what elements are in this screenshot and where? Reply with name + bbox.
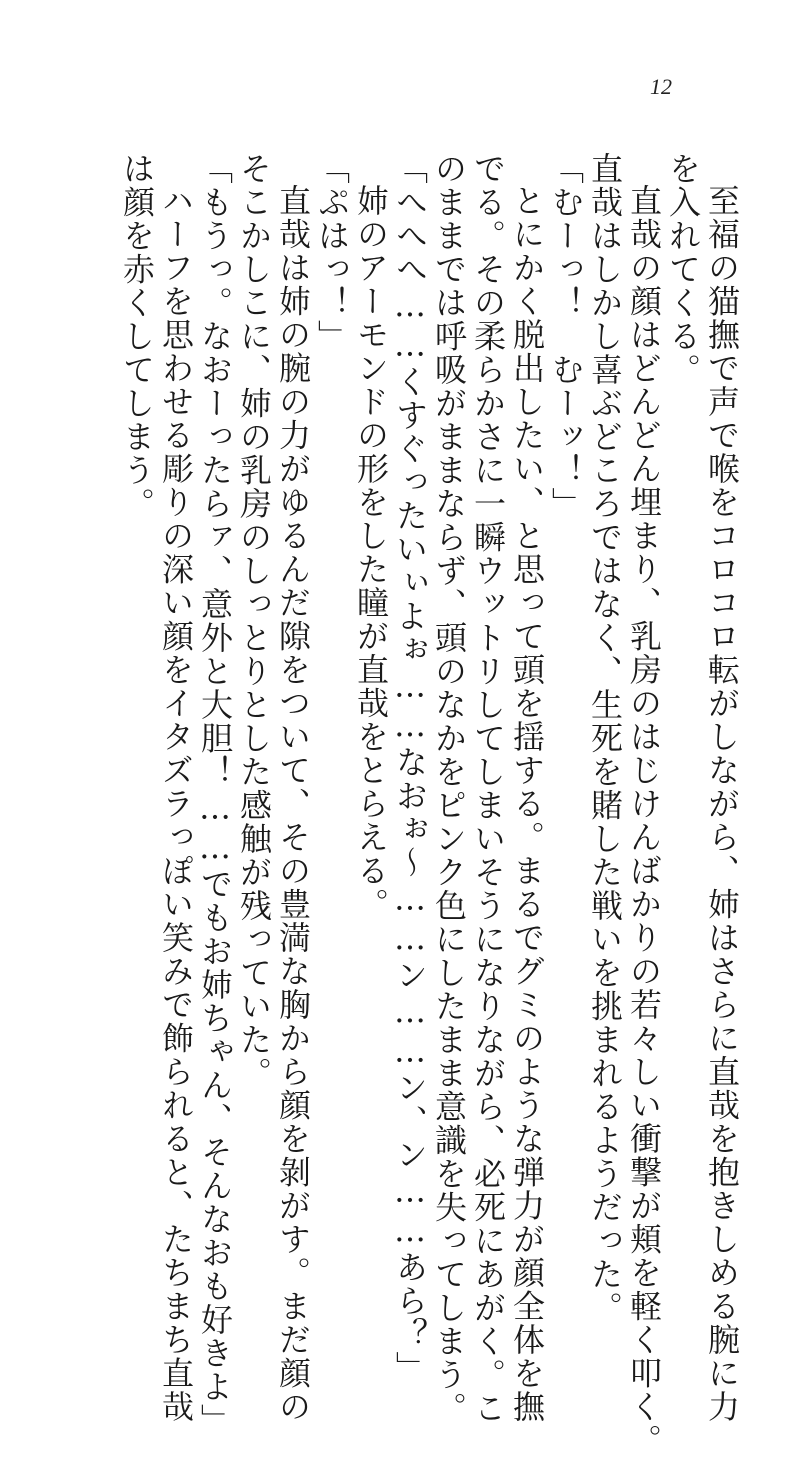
text-line: 姉のアーモンドの形をした瞳が直哉をとらえる。 [352, 184, 390, 921]
text-line: 「もうっ。なおーったらァ、意外と大胆！……でもお姉ちゃん、そんなおも好きよ」 [196, 152, 234, 1437]
text-line: 直哉の顔はどんどん埋まり、乳房のはじけんばかりの若々しい衝撃が頬を軽く叩く。 [625, 184, 663, 1457]
text-line: を入れてくる。 [664, 152, 702, 387]
text-line: 至福の猫撫で声で喉をコロコロ転がしながら、姉はさらに直哉を抱きしめる腕に力 [703, 184, 741, 1424]
text-line: 直哉は姉の腕の力がゆるんだ隙をついて、その豊満な胸から顔を剝がす。まだ顔の [274, 184, 312, 1424]
text-line: ハーフを思わせる彫りの深い顔をイタズラっぽい笑みで飾られると、たちまち直哉 [157, 184, 195, 1424]
text-line: でる。その柔らかさに一瞬ウットリしてしまいそうになりながら、必死にあがく。こ [469, 152, 507, 1425]
text-line: のままでは呼吸がままならず、頭のなかをピンク色にしたまま意識を失ってしまう。 [430, 152, 468, 1425]
vertical-text-body [118, 152, 741, 1457]
page-number: 12 [650, 74, 672, 99]
text-line: 「ぷはっ！」 [313, 152, 351, 353]
text-line: そこかしこに、姉の乳房のしっとりとした感触が残っていた。 [235, 152, 273, 1090]
text-line: は顔を赤くしてしまう。 [118, 152, 156, 521]
text-line: 直哉はしかし喜ぶどころではなく、生死を賭した戦いを挑まれるようだった。 [586, 152, 624, 1325]
text-line: とにかく脱出したい、と思って頭を揺する。まるでグミのような弾力が顔全体を撫 [508, 184, 546, 1424]
text-line: 「むーっ！ むーッ！」 [547, 152, 585, 521]
text-line: 「へへへ……くすぐったいぃよぉ……なおぉ～……ン……ン、ン……あら？」 [391, 152, 429, 1385]
